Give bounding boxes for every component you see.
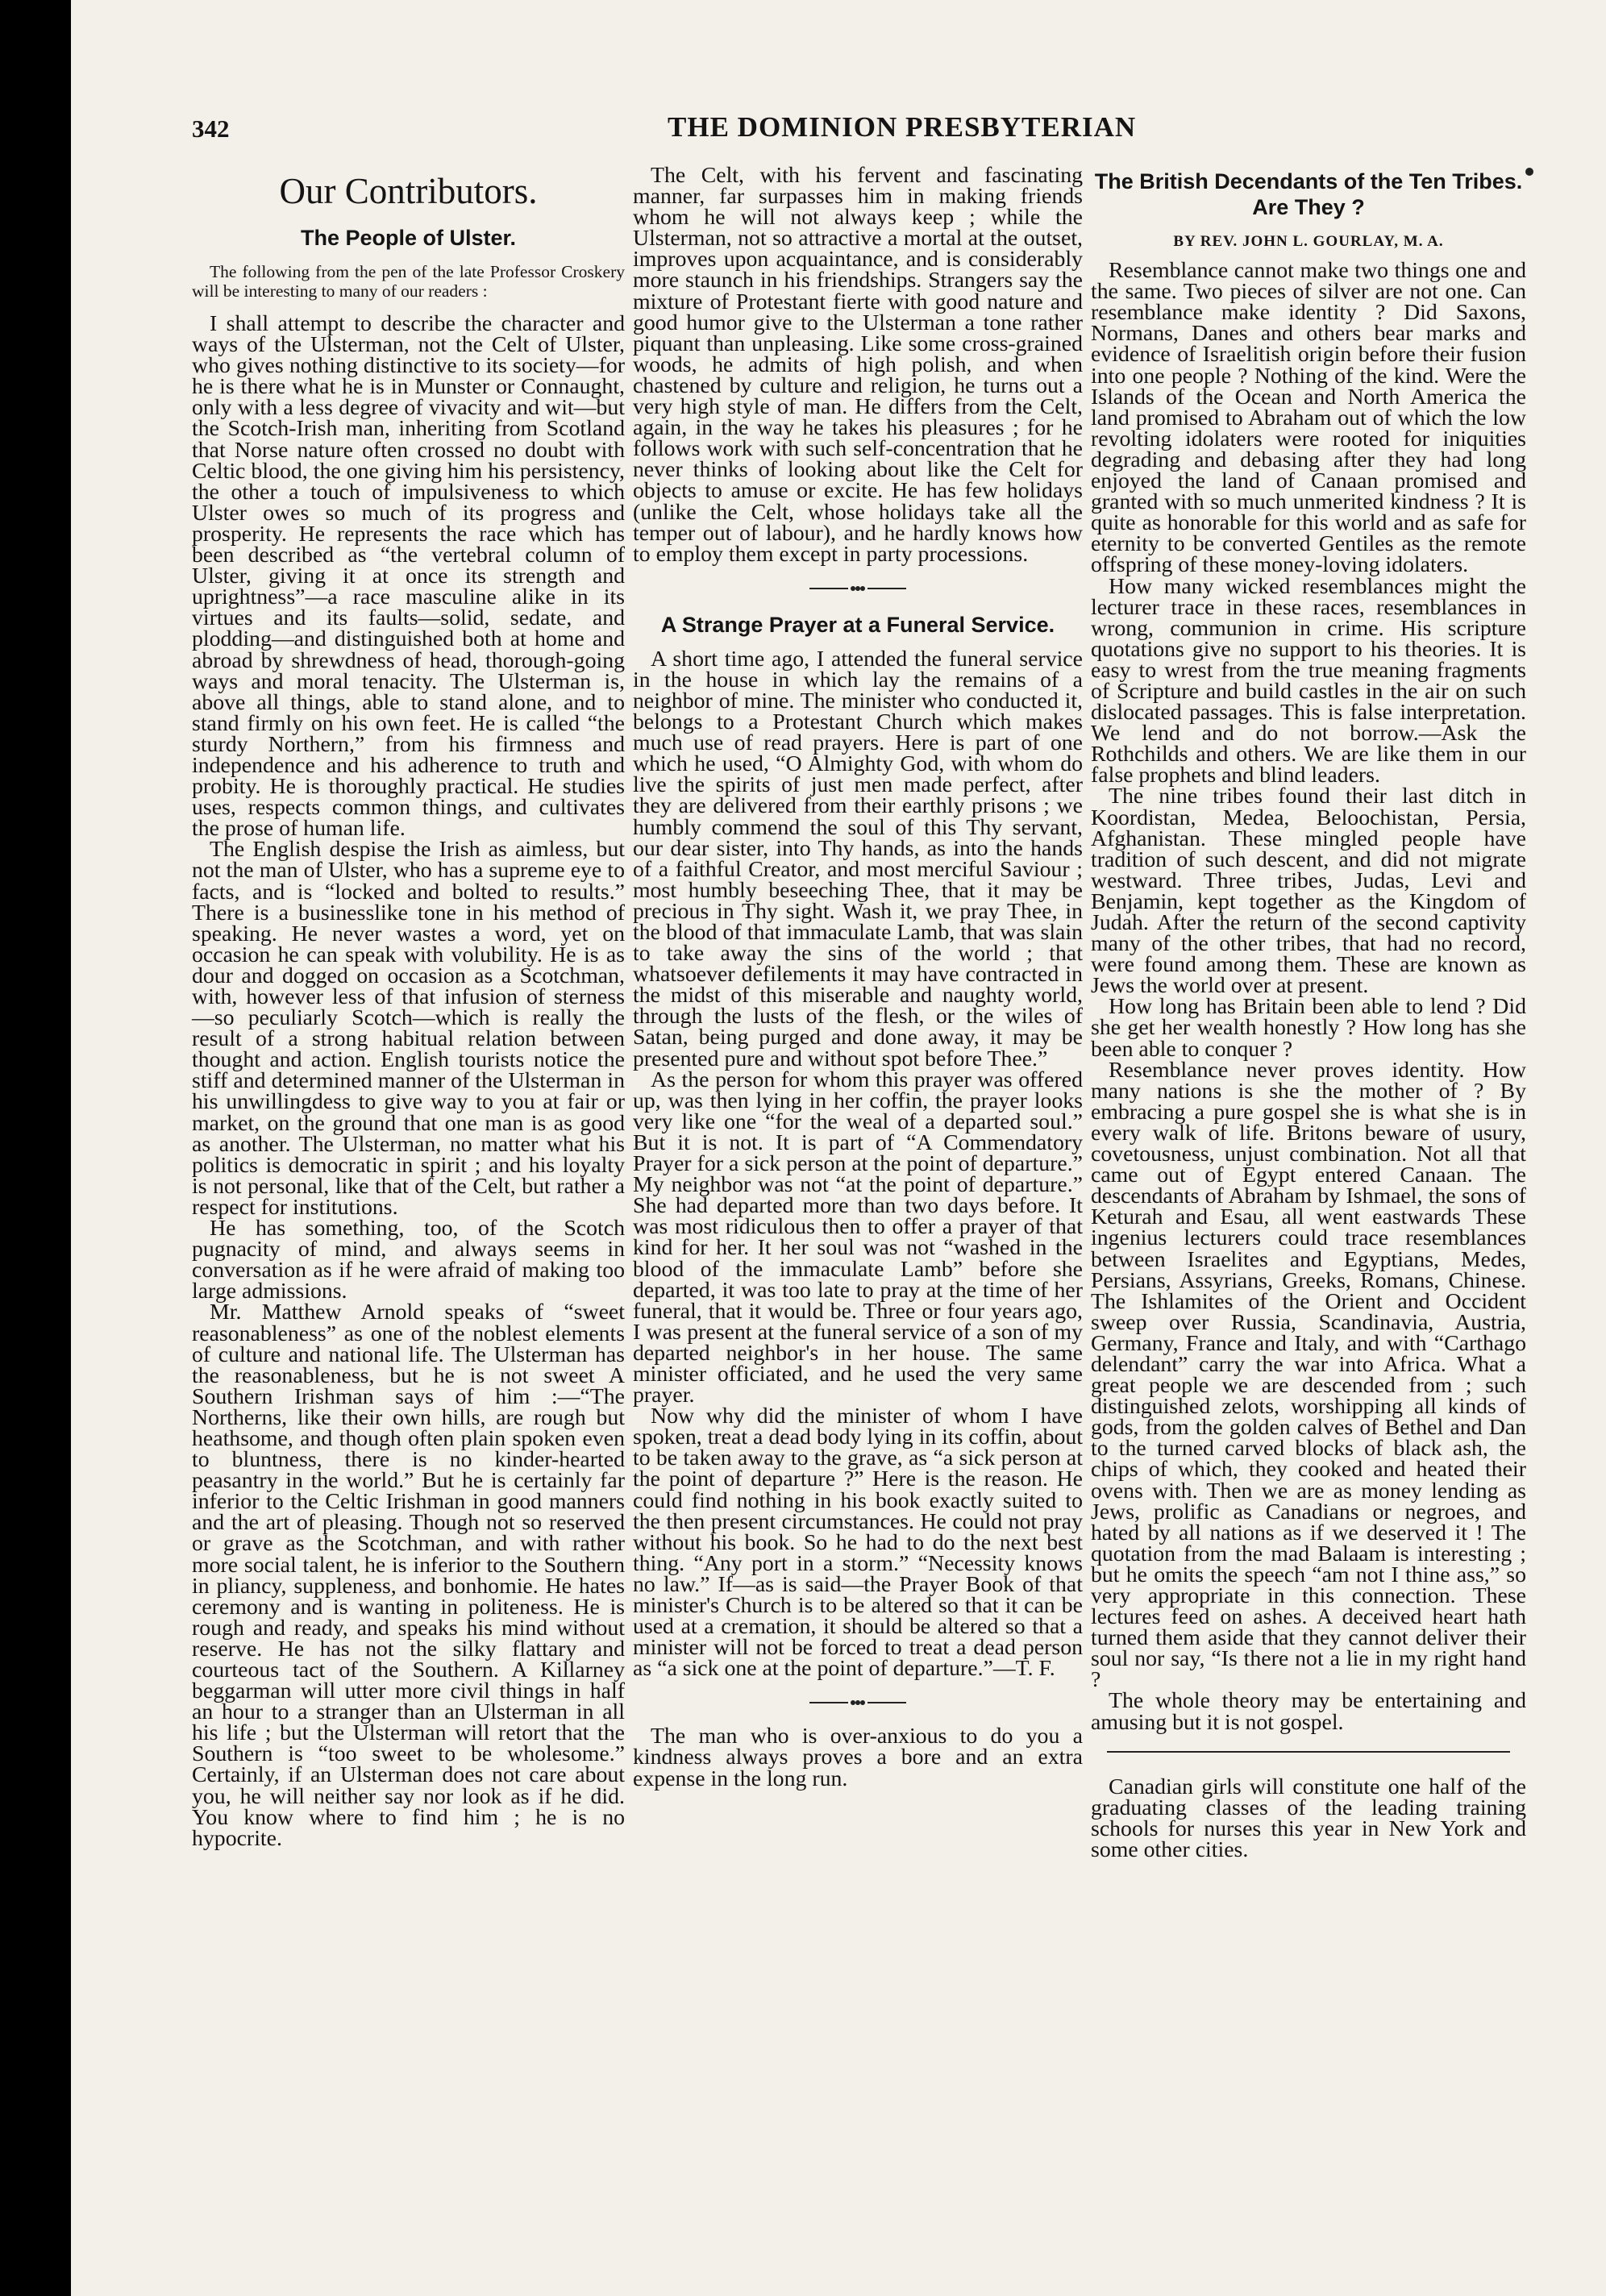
paragraph: Now why did the minister of whom I have spoken, treat a dead body lying in its coffin, about to be taken away to the grave, as “a sick person at the point of departure ?” Here is the reason. He could find nothing in his book exactly suited to the then present circumstances. He could not pray without his book. So he had to do the next best thing. “Any port in a storm.” “Necessity knows no law.” If—as is said—the Prayer Book of that minister's Church is to be altered so that it can be used at a cremation, it should be altered so that a minister will not be forced to treat a dead person as “a sick one at the point of departure.”—T. F. xyxy=(633,1404,1083,1682)
rule-divider xyxy=(1107,1751,1510,1753)
paragraph: He has something, too, of the Scotch pugnacity of mind, and always seems in conversation as if he were afraid of making too large admissions. xyxy=(192,1216,625,1304)
paragraph: The English despise the Irish as aimless, but not the man of Ulster, who has a supreme eye to facts, and is “locked and bolted to results.” There is a businesslike tone in his method of speaking. He never wastes a word, yet on occasion he can speak with volubility. He is as dour and dogged on occasion as a Scotchman, with, however less of that infusion of sterness—so peculiarly Scotch—which is really the result of a strong habitual relation between thought and action. English tourists notice the stiff and determined manner of the Ulsterman in his unwillingdess to give way to you at fair or market, on the ground that one man is as good as another. The Ulsterman, no matter what his politics is democratic in spirit ; and his loyalty is not personal, like that of the Celt, but rather a respect for institutions. xyxy=(192,837,625,1220)
paragraph: I shall attempt to describe the character and ways of the Ulsterman, not the Celt of Ulster, who gives nothing distinctive to its society—for he is there what he is in Munster or Connaught, only with a less degree of vivacity and wit—but the Scotch-Irish man, inheriting from Scotland that Norse nature often crossed no doubt with Celtic blood, the one giving him his persistency, the other a touch of impulsiveness to which Ulster owes so much of its progress and prosperity. He represents the race which has been described as “the vertebral column of Ulster, giving it at once its strength and uprightness”—a race masculine alike in its virtues and its faults—solid, sedate, and plodding—and distinguished both at home and abroad by shrewdness of head, thorough-going ways and moral tenacity. The Ulsterman is, above all things, able to stand alone, and to stand firmly on his own feet. He is called “the sturdy Northern,” from his firmness and independence and his adherence to truth and probity. He is thoroughly practical. He studies uses, respects common things, and cultivates the prose of human life. xyxy=(192,311,625,842)
ornament-divider xyxy=(633,578,1083,599)
paragraph: Mr. Matthew Arnold speaks of “sweet reasonableness” as one of the noblest elements of culture and national life. The Ulsterman has the reasonableness, but he is not sweet A Southern Irishman says of him :—“The Northerns, like their own hills, are rough but heathsome, and though often plain spoken even to bluntness, there is no kinder-hearted peasantry in the world.” But he is certainly far inferior to the Celtic Irishman in good manners and the art of pleasing. Though not so reserved or grave as the Scotchman, and with rather more social talent, he is inferior to the Southern in pliancy, suppleness, and bonhomie. He hates ceremony and is wanting in politeness. He is rough and ready, and speaks his mind without reserve. He has not the silky flattary and courteous tact of the Southern. A Killarney beggarman will utter more civil things in half an hour to a stranger than an Ulsterman in all his life ; but the Ulsterman will retort that the Southern is “too sweet to be wholesome.” Certainly, if an Ulsterman does not care about you, he will neither say nor look as if he did. You know where to find him ; he is no hypocrite. xyxy=(192,1300,625,1851)
ornament-divider xyxy=(633,1692,1083,1713)
column-3 xyxy=(1091,165,1526,1861)
paragraph: Resemblance never proves identity. How many nations is she the mother of ? By embracing a pure gospel she is what she is in every walk of life. Britons beware of usury, covetousness, unjust combination. Not all that came out of Egypt entered Canaan. The descendants of Abraham by Ishmael, the sons of Keturah and Esau, all went eastwards These ingenius lecturers could trace resemblances between Israelites and Egyptians, Medes, Persians, Assyrians, Greeks, Romans, Chinese. The Ishlamites of the Orient and Occident sweep over Russia, Scandinavia, Austria, Germany, France and Italy, and with “Carthago delendant” carry the war into Africa. What a great people we are descended from ; such distinguished zelots, worshipping all kinds of gods, from the golden calves of Bethel and Dan to the turned carved blocks of black ash, the chips of which, they cooked and heated their ovens with. Then we are as money lending as Jews, prolific as Canadians or negroes, and hated by all nations as if we deserved it ! The quotation from the mad Balaam is interesting ; but he omits the speech “am not I thine ass,” so very appropriate in this connection. These lectures feed on ashes. A deceived heart hath turned them aside that they cannot deliver their soul nor say, “Is there not a lie in my right hand ? xyxy=(1091,1057,1526,1693)
paragraph: A short time ago, I attended the funeral service in the house in which lay the remains of a neighbor of mine. The minister who conducted it, belongs to a Protestant Church which makes much use of read prayers. Here is part of one which he used, “O Almighty God, with whom do live the spirits of just men made perfect, after they are delivered from their earthly prisons ; we humbly commend the soul of this Thy servant, our dear sister, into Thy hands, as into the hands of a faithful Creator, and most merciful Saviour ; most humbly beseeching Thee, that it may be precious in Thy sight. Wash it, we pray Thee, in the blood of that immaculate Lamb, that was slain to take away the sins of the world ; that whatsoever defilements it may have contracted in the midst of this miserable and naughty world, through the lusts of the flesh, or the wiles of Satan, being purged and done away, it may be presented pure and without spot before Thee.” xyxy=(633,646,1083,1071)
paragraph: How many wicked resemblances might the lecturer trace in these races, resemblances in wrong, communion in crime. His scripture quotations give no support to his theories. It is easy to wrest from the true meaning fragments of Scripture and build castles in the air on such dislocated passages. This is false interpretation. We lend and do not borrow.—Ask the Rothchilds and others. We are like them in our false prophets and blind leaders. xyxy=(1091,573,1526,788)
byline: BY REV. JOHN L. GOURLAY, M. A. xyxy=(1173,233,1444,250)
column-1 xyxy=(192,165,625,1849)
newspaper-page xyxy=(71,0,1606,2296)
column-2 xyxy=(633,165,1083,1790)
paragraph: Resemblance cannot make two things one and the same. Two pieces of silver are not one. Can resemblance make identity ? Did Saxons, Normans, Danes and others bear marks and evidence of Israelitish origin before their fusion into one people ? Nothing of the kind. Were the Islands of the Ocean and North America the land promised to Abraham out of which the low revolting idolaters were rooted for iniquities degrading and debasing after they had long enjoyed the land of Canaan promised and granted with so much unmerited kindness ? It is quite as honorable for this world and as safe for eternity to be converted Gentiles as the remote offspring of these money-loving idolaters. xyxy=(1091,258,1526,578)
filler-paragraph: The man who is over-anxious to do you a kindness always proves a bore and an extra expense in the long run. xyxy=(633,1724,1083,1791)
intro-paragraph: The following from the pen of the late Professor Croskery will be interesting to many of our readers : xyxy=(192,262,625,301)
article-title-ulster: The People of Ulster. xyxy=(300,226,517,250)
paragraph: The nine tribes found their last ditch in Koordistan, Medea, Beloochistan, Persia, Afghanistan. These mingled people have tradition of such descent, and did not migrate westward. Three tribes, Judas, Levi and Benjamin, kept together as the Kingdom of Judah. After the return of the second captivity many of the other tribes, that had no record, were found among them. These are known as Jews the world over at present. xyxy=(1091,784,1526,999)
margin-mark xyxy=(1525,168,1533,176)
paragraph: How long has Britain been able to lend ? Did she get her wealth honestly ? How long has she been able to conquer ? xyxy=(1091,994,1526,1062)
paragraph: As the person for whom this prayer was offered up, was then lying in her coffin, the prayer looks very like one “for the weal of a departed soul.” But it is not. It is part of “A Commendatory Prayer for a sick person at the point of departure.” My neighbor was not “at the point of departure.” She had departed more than two days before. It was most ridiculous then to offer a prayer of that kind for her. It her soul was not “washed in the blood of the immaculate Lamb” before she departed, it was too late to pray at the time of her funeral, that it would be. Three or four years ago, I was present at the funeral service of a son of my departed neighbor's in her house. The same minister officiated, and he used the very same prayer. xyxy=(633,1067,1083,1408)
running-header: THE DOMINION PRESBYTERIAN xyxy=(668,111,1137,143)
article-intro xyxy=(192,262,625,301)
article-title-ten-tribes: The British Decendants of the Ten Tribes. Are They ? xyxy=(1094,169,1523,219)
divider-ornament-icon xyxy=(809,1698,906,1707)
page-number: 342 xyxy=(192,114,230,143)
divider-ornament-icon xyxy=(809,584,906,593)
article-title-prayer: A Strange Prayer at a Funeral Service. xyxy=(660,612,1055,637)
paragraph: The Celt, with his fervent and fascinating manner, far surpasses him in making friends whom he will not always keep ; while the Ulsterman, not so attractive a mortal at the outset, improves upon acquaintance, and is considerably more staunch in his friendships. Strangers say the mixture of Protestant fierte with good nature and good humor give to the Ulsterman a tone rather piquant than unpleasing. Like some cross-grained woods, he admits of high polish, and when chastened by culture and religion, he turns out a very high style of man. He differs from the Celt, again, in the way he takes his pleasures ; for he follows work with such self-concentration that he never thinks of looking about like the Celt for objects to amuse or excite. He has few holidays (unlike the Celt, whose holidays take all the temper out of labour), and he hardly knows how to employ them except in party processions. xyxy=(633,163,1083,567)
filler-paragraph: Canadian girls will constitute one half of the graduating classes of the leading training schools for nurses this year in New York and some other cities. xyxy=(1091,1774,1526,1862)
paragraph: The whole theory may be entertaining and amusing but it is not gospel. xyxy=(1091,1688,1526,1735)
section-title: Our Contributors. xyxy=(279,171,538,211)
